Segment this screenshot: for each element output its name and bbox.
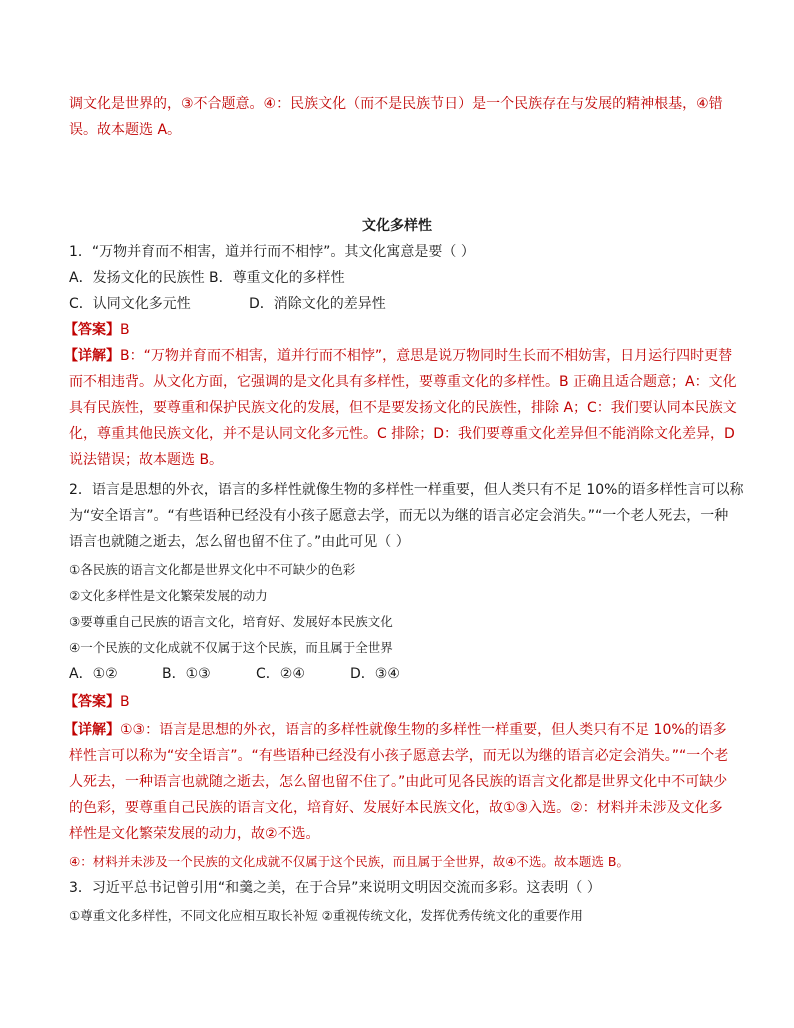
- q2-answer: [64, 692, 130, 712]
- q2-stem-1: 2．语言是思想的外衣，语言的多样性就像生物的多样性一样重要，但人类只有不足 10%的语多样性言可以称: [69, 482, 744, 498]
- q2-detail-6: ④：材料并未涉及一个民族的文化成就不仅属于这个民族，而且属于全世界，故④不选。故本题选 B。: [69, 854, 629, 869]
- q2-statement-4: ④一个民族的文化成就不仅属于这个民族，而且属于全世界: [69, 640, 393, 655]
- q1-option-d: D．消除文化的差异性: [249, 296, 386, 312]
- intro-line-2: 误。故本题选 A。: [69, 122, 182, 138]
- q2-statement-1: ①各民族的语言文化都是世界文化中不可缺少的色彩: [69, 562, 356, 577]
- q2-detail-1: [64, 720, 727, 740]
- q1-detail-2: 而不相违背。从文化方面，它强调的是文化具有多样性，要尊重文化的多样性。B 正确且适合题意；A：文化: [69, 374, 737, 390]
- q2-option-b: B．①③: [162, 666, 211, 682]
- q1-detail-text-1: B：“万物并育而不相害，道并行而不相悖”，意思是说万物同时生长而不相妨害，日月运行四时更替: [120, 348, 733, 364]
- q1-detail-tag: 【详解】: [64, 348, 120, 364]
- q2-detail-3: 人死去，一种语言也就随之逝去，怎么留也留不住了。”由此可见各民族的语言文化都是世界文化中不可缺少: [69, 774, 728, 790]
- q2-statement-2: ②文化多样性是文化繁荣发展的动力: [69, 588, 268, 603]
- q1-stem: 1．“万物并育而不相害，道并行而不相悖”。其文化寓意是要（ ）: [69, 244, 475, 260]
- q1-answer-tag: 【答案】: [64, 322, 120, 338]
- q2-option-c: C．②④: [256, 666, 305, 682]
- q1-answer-value: B: [120, 322, 130, 338]
- intro-line-1: 调文化是世界的，③不合题意。④：民族文化（而不是民族节日）是一个民族存在与发展的精神根基，④错: [69, 96, 723, 112]
- q2-detail-tag: 【详解】: [64, 722, 120, 738]
- q1-option-c: C．认同文化多元性: [69, 296, 191, 312]
- q1-detail-1: [64, 346, 732, 366]
- q3-statements-1-2: ①尊重文化多样性，不同文化应相互取长补短 ②重视传统文化，发挥优秀传统文化的重要作用: [69, 908, 583, 923]
- q1-options-ab: A．发扬文化的民族性 B．尊重文化的多样性: [69, 270, 345, 286]
- q3-stem: 3．习近平总书记曾引用“和羹之美，在于合异”来说明文明因交流而多彩。这表明（ ）: [69, 880, 601, 896]
- q2-answer-tag: 【答案】: [64, 694, 120, 710]
- q2-answer-value: B: [120, 694, 130, 710]
- q2-statement-3: ③要尊重自己民族的语言文化，培育好、发展好本民族文化: [69, 614, 393, 629]
- q1-detail-5: 说法错误；故本题选 B。: [69, 452, 224, 468]
- q2-detail-4: 的色彩，要尊重自己民族的语言文化，培育好、发展好本民族文化，故①③入选。②：材料并未涉及文化多: [69, 800, 723, 816]
- q1-detail-3: 具有民族性，要尊重和保护民族文化的发展，但不是要发扬文化的民族性，排除 A；C：我们要认同本民族文: [69, 400, 737, 416]
- q2-detail-2: 样性言可以称为“安全语言”。“有些语种已经没有小孩子愿意去学，而无以为继的语言必定会消失。”“一个老: [69, 748, 729, 764]
- q2-option-a: A．①②: [69, 666, 118, 682]
- q1-detail-4: 化，尊重其他民族文化，并不是认同文化多元性。C 排除；D：我们要尊重文化差异但不能消除文化差异，D: [69, 426, 735, 442]
- q2-stem-3: 语言也就随之逝去，怎么留也留不住了。”由此可见（ ）: [69, 534, 410, 550]
- q2-stem-2: 为“安全语言”。“有些语种已经没有小孩子愿意去学，而无以为继的语言必定会消失。”“一个老人死去，一种: [69, 508, 729, 524]
- q2-option-d: D．③④: [350, 666, 400, 682]
- q1-answer: [64, 320, 130, 340]
- q2-detail-5: 样性是文化繁荣发展的动力，故②不选。: [69, 826, 320, 842]
- q2-detail-text-1: ①③：语言是思想的外衣，语言的多样性就像生物的多样性一样重要，但人类只有不足 10%的语多: [120, 722, 727, 738]
- section-title: 文化多样性: [362, 218, 432, 234]
